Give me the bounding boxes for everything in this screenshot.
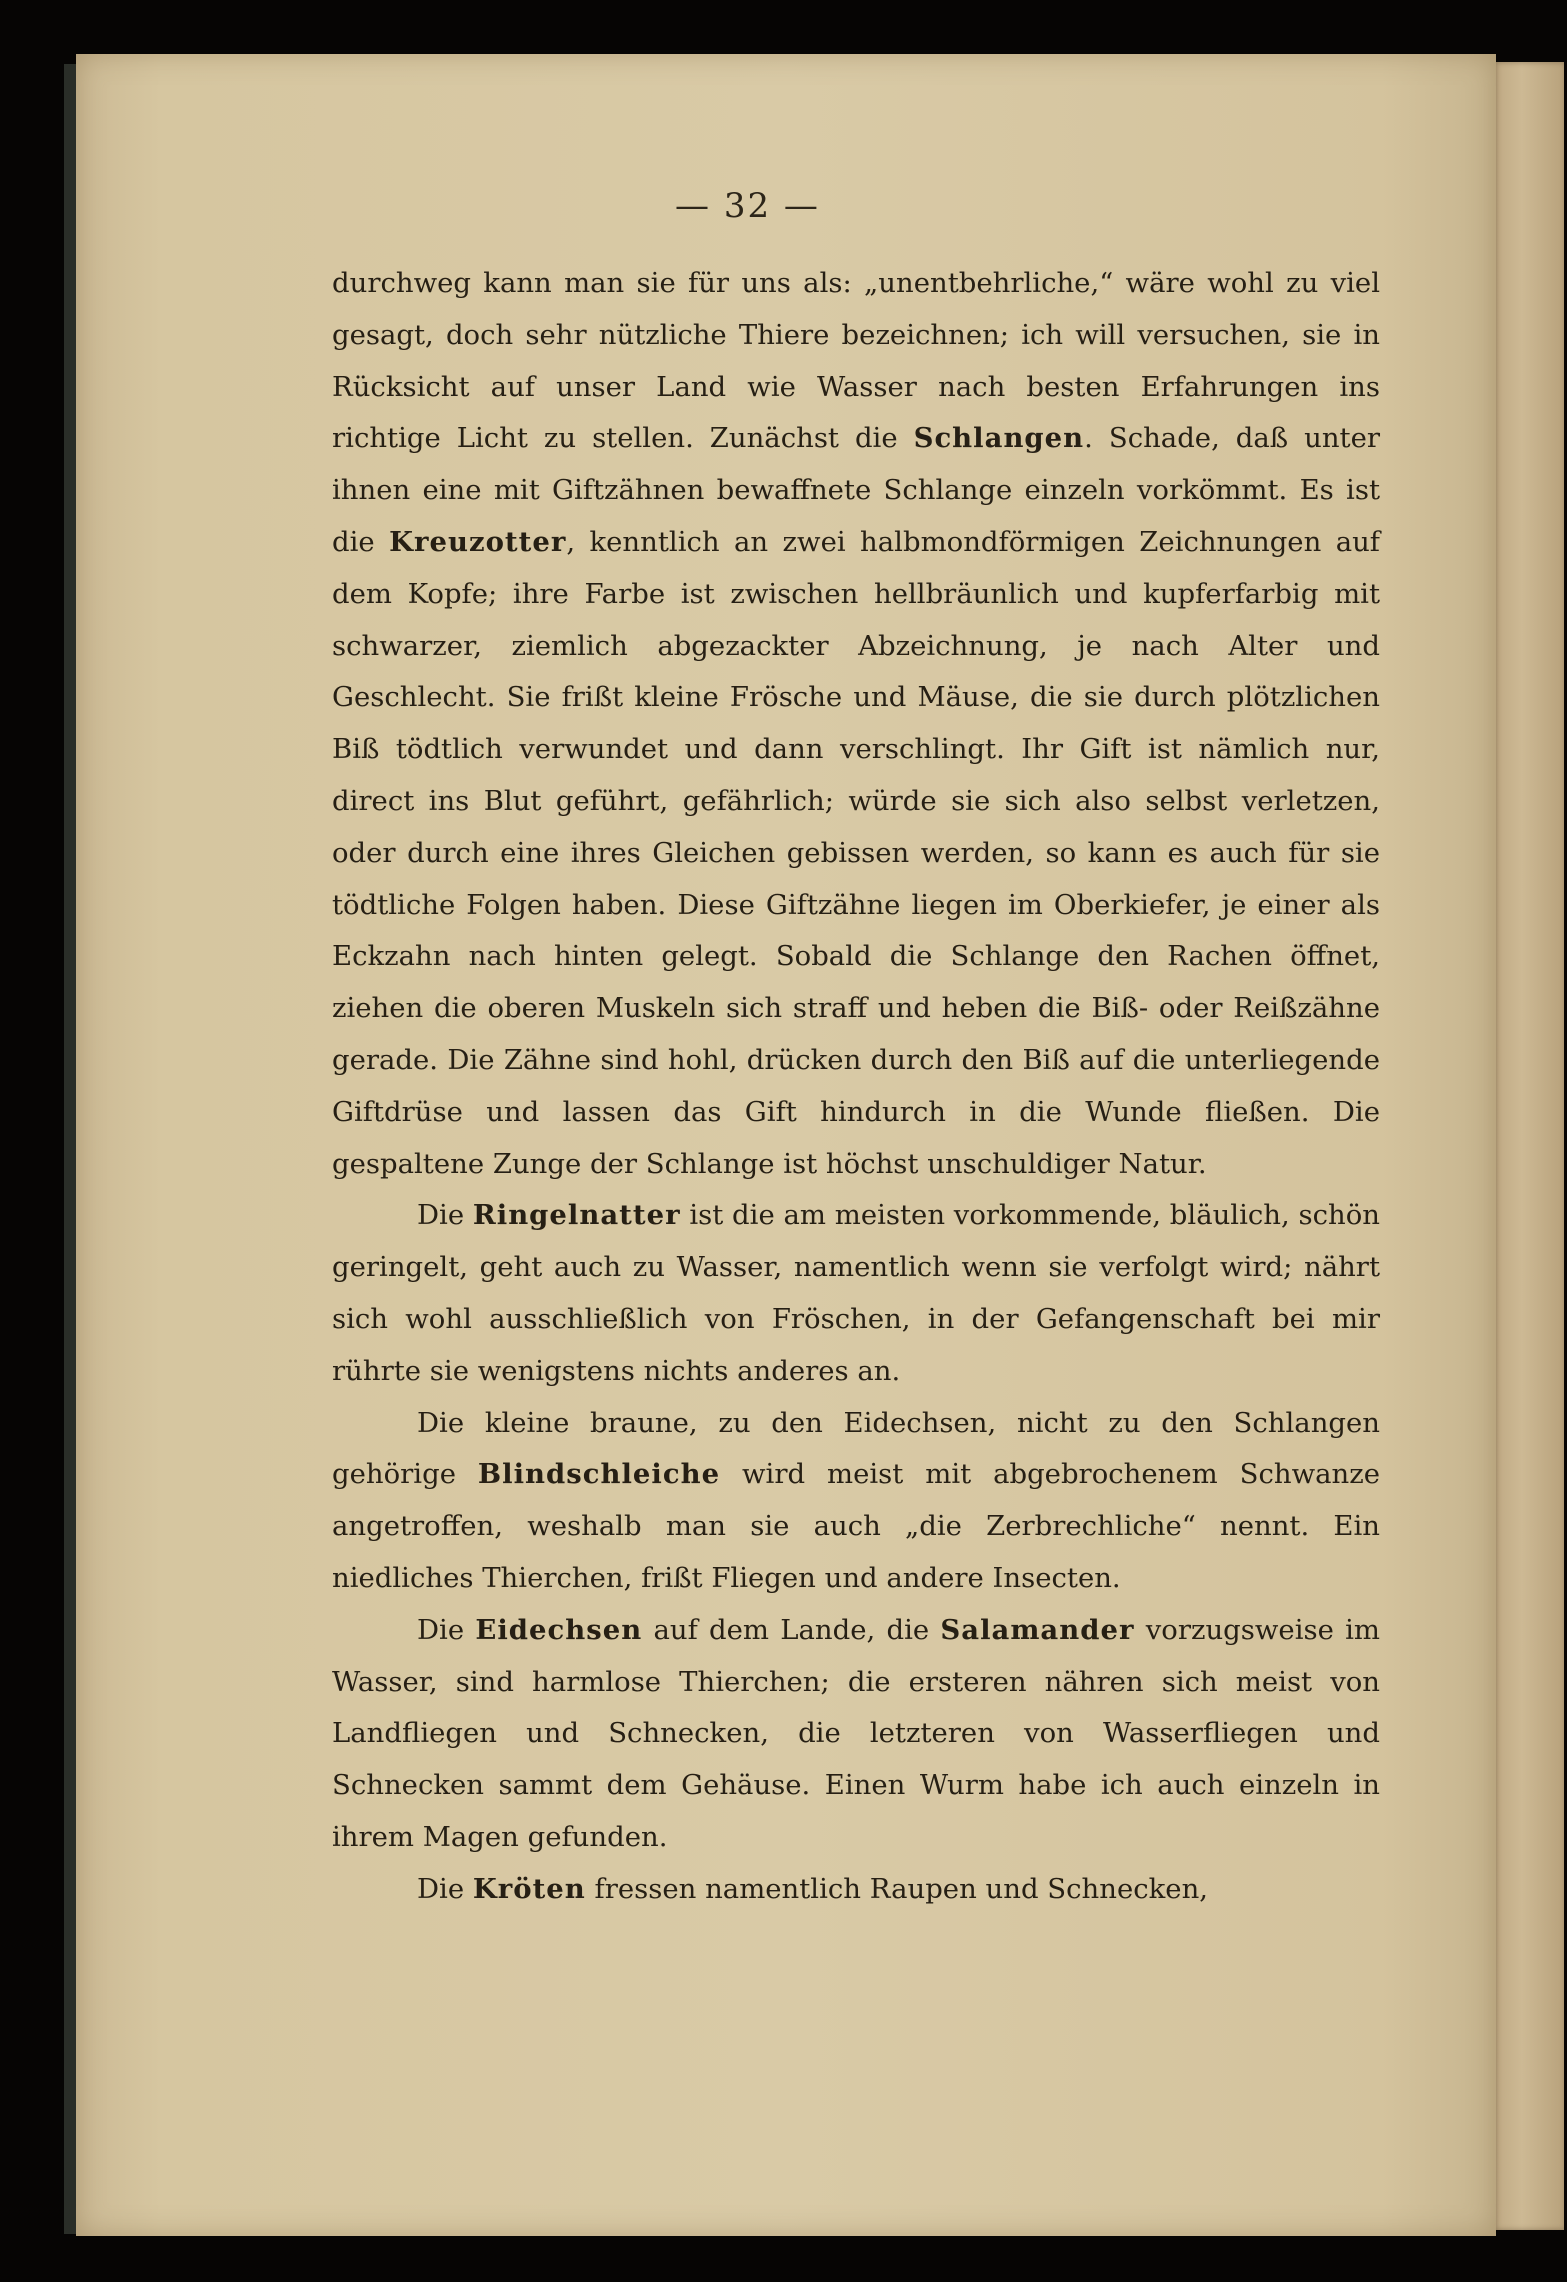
body-text: [332, 258, 1380, 1916]
paragraph: [332, 1864, 1380, 1916]
text-run: fressen namentlich Raupen und Schnecken,: [585, 1872, 1209, 1905]
text-run: , kenntlich an zwei halbmondförmigen Zeichnungen auf dem Kopfe; ihre Farbe ist zwischen hellbräunlich und kupferfarbig mit schwarzer, ziemlich abgezackter Abzeichnung, je nach Alter und Geschlecht. Sie frißt kleine Frösche und Mäuse, die sie durch plötzlichen Biß tödtlich verwundet und dann verschlingt. Ihr Gift ist nämlich nur, direct ins Blut geführt, gefährlich; würde sie sich also selbst verletzen, oder durch eine ihres Gleichen gebissen werden, so kann es auch für sie tödtliche Folgen haben. Diese Giftzähne liegen im Oberkiefer, je einer als Eckzahn nach hinten gelegt. Sobald die Schlange den Rachen öffnet, ziehen die oberen Muskeln sich straff und heben die Biß- oder Reißzähne gerade. Die Zähne sind hohl, drücken durch den Biß auf die unterliegende Giftdrüse und lassen das Gift hindurch in die Wunde fließen. Die gespaltene Zunge der Schlange ist höchst unschuldiger Natur.: [332, 525, 1380, 1180]
text-run: . Schade, daß unter ihnen eine mit Giftzähnen bewaffnete Schlange einzeln vorkömmt. Es ist die: [332, 422, 1380, 558]
emphasized-term: Kröten: [472, 1872, 586, 1905]
text-run: auf dem Lande, die: [642, 1613, 941, 1646]
paragraph: [332, 1605, 1380, 1864]
paragraph: [332, 1398, 1380, 1605]
text-run: vorzugsweise im Wasser, sind harmlose Thierchen; die ersteren nähren sich meist von Landfliegen und Schnecken, die letzteren von Wasserfliegen und Schnecken sammt dem Gehäuse. Einen Wurm habe ich auch einzeln in ihrem Magen gefunden.: [332, 1613, 1380, 1853]
text-run: Die kleine braune, zu den Eidechsen, nicht zu den Schlangen gehörige: [332, 1406, 1380, 1491]
emphasized-term: Schlangen: [913, 422, 1085, 455]
emphasized-term: Kreuzotter: [389, 525, 567, 558]
page-edge: [1494, 62, 1564, 2230]
paragraph: [332, 1190, 1380, 1397]
emphasized-term: Salamander: [940, 1613, 1135, 1646]
text-run: durchweg kann man sie für uns als: „unentbehrliche,“ wäre wohl zu viel gesagt, doch sehr nützliche Thiere bezeichnen; ich will versuchen, sie in Rücksicht auf unser Land wie Wasser nach besten Erfahrungen ins richtige Licht zu stellen. Zunächst die: [332, 267, 1380, 455]
page-number-text: — 32 —: [675, 186, 820, 226]
text-run: Die: [417, 1872, 473, 1905]
text-run: wird meist mit abgebrochenem Schwanze angetroffen, weshalb man sie auch „die Zerbrechliche“ nennt. Ein niedliches Thierchen, frißt Fliegen und andere Insecten.: [332, 1458, 1380, 1594]
text-run: Die: [417, 1199, 473, 1232]
emphasized-term: Blindschleiche: [477, 1458, 721, 1491]
text-run: Die: [417, 1613, 476, 1646]
paragraph: [332, 258, 1380, 1190]
text-run: ist die am meisten vorkommende, bläulich, schön geringelt, geht auch zu Wasser, namentlich wenn sie verfolgt wird; nährt sich wohl ausschließlich von Fröschen, in der Gefangenschaft bei mir rührte sie wenigstens nichts anderes an.: [332, 1199, 1381, 1387]
emphasized-term: Eidechsen: [475, 1613, 643, 1646]
emphasized-term: Ringelnatter: [472, 1199, 681, 1232]
page-number: [0, 186, 1567, 226]
